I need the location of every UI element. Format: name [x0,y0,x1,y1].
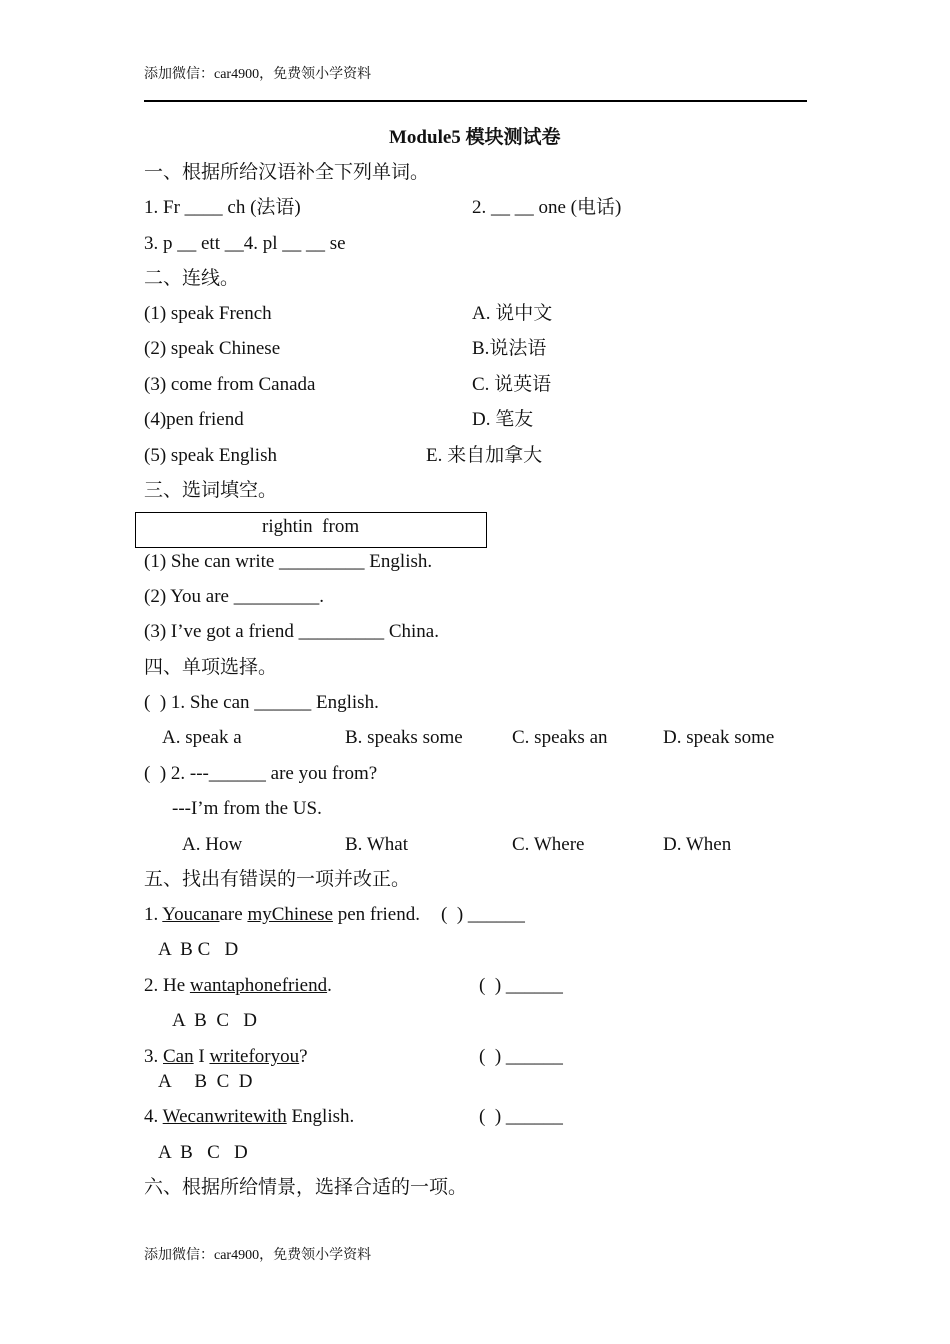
s4-q2-option-c: C. Where [512,834,585,855]
s5-q1-letters: A B C D [158,939,239,960]
match-right-d: D. 笔友 [472,409,534,430]
s3-item-2: (2) You are _________. [144,586,324,607]
s5-q2-letters: A B C D [172,1010,257,1031]
s4-q2-option-b: B. What [345,834,408,855]
s4-q2-option-a: A. How [182,834,243,855]
match-right-b: B.说法语 [472,338,547,359]
match-left-3: (3) come from Canada [144,374,316,395]
s4-q1-option-d: D. speak some [663,727,775,748]
s3-item-1: (1) She can write _________ English. [144,551,433,572]
s4-q1-option-a: A. speak a [162,727,242,748]
header-rule [144,100,807,102]
match-right-e: E. 来自加拿大 [426,445,543,466]
s5-q1-sentence: 1. Youcanare myChinese pen friend. [144,904,420,925]
match-left-2: (2) speak Chinese [144,338,281,359]
s3-item-3: (3) I’ve got a friend _________ China. [144,621,439,642]
match-left-1: (1) speak French [144,303,272,324]
s5-q2-sentence: 2. He wantaphonefriend. [144,975,332,996]
section1-heading: 一、根据所给汉语补全下列单词。 [144,162,430,183]
s4-q2-option-d: D. When [663,834,732,855]
section4-heading: 四、单项选择。 [144,657,278,678]
s4-q2-answer-line: ---I’m from the US. [172,798,322,819]
page-header: 添加微信：car4900，免费领小学资料 [144,67,372,82]
section5-heading: 五、找出有错误的一项并改正。 [144,869,411,890]
match-right-c: C. 说英语 [472,374,552,395]
section3-heading: 三、选词填空。 [144,480,278,501]
s5-q4-letters: A B C D [158,1142,248,1163]
page-title: Module5 模块测试卷 [389,127,561,148]
s1-q1: 1. Fr ____ ch (法语) [144,197,301,218]
section2-heading: 二、连线。 [144,268,240,289]
s5-q3-sentence: 3. Can I writeforyou? [144,1046,308,1067]
match-right-a: A. 说中文 [472,303,553,324]
s5-q4-answer-blank: ( ) ______ [479,1106,563,1127]
s4-q2-stem: ( ) 2. ---______ are you from? [144,763,378,784]
match-left-4: (4)pen friend [144,409,244,430]
s1-q3: 3. p __ ett __4. pl __ __ se [144,233,346,254]
s5-q3-letters: A B C D [158,1071,253,1092]
match-left-5: (5) speak English [144,445,277,466]
s4-q1-option-c: C. speaks an [512,727,608,748]
s5-q4-sentence: 4. Wecanwritewith English. [144,1106,355,1127]
s5-q1-answer-blank: ( ) ______ [441,904,525,925]
s1-q2: 2. __ __ one (电话) [472,197,622,218]
page-footer: 添加微信：car4900，免费领小学资料 [144,1248,372,1263]
s5-q3-answer-blank: ( ) ______ [479,1046,563,1067]
s5-q2-answer-blank: ( ) ______ [479,975,563,996]
section6-heading: 六、根据所给情景，选择合适的一项。 [144,1177,468,1198]
word-bank-text: rightin from [262,516,360,537]
s4-q1-stem: ( ) 1. She can ______ English. [144,692,379,713]
s4-q1-option-b: B. speaks some [345,727,463,748]
